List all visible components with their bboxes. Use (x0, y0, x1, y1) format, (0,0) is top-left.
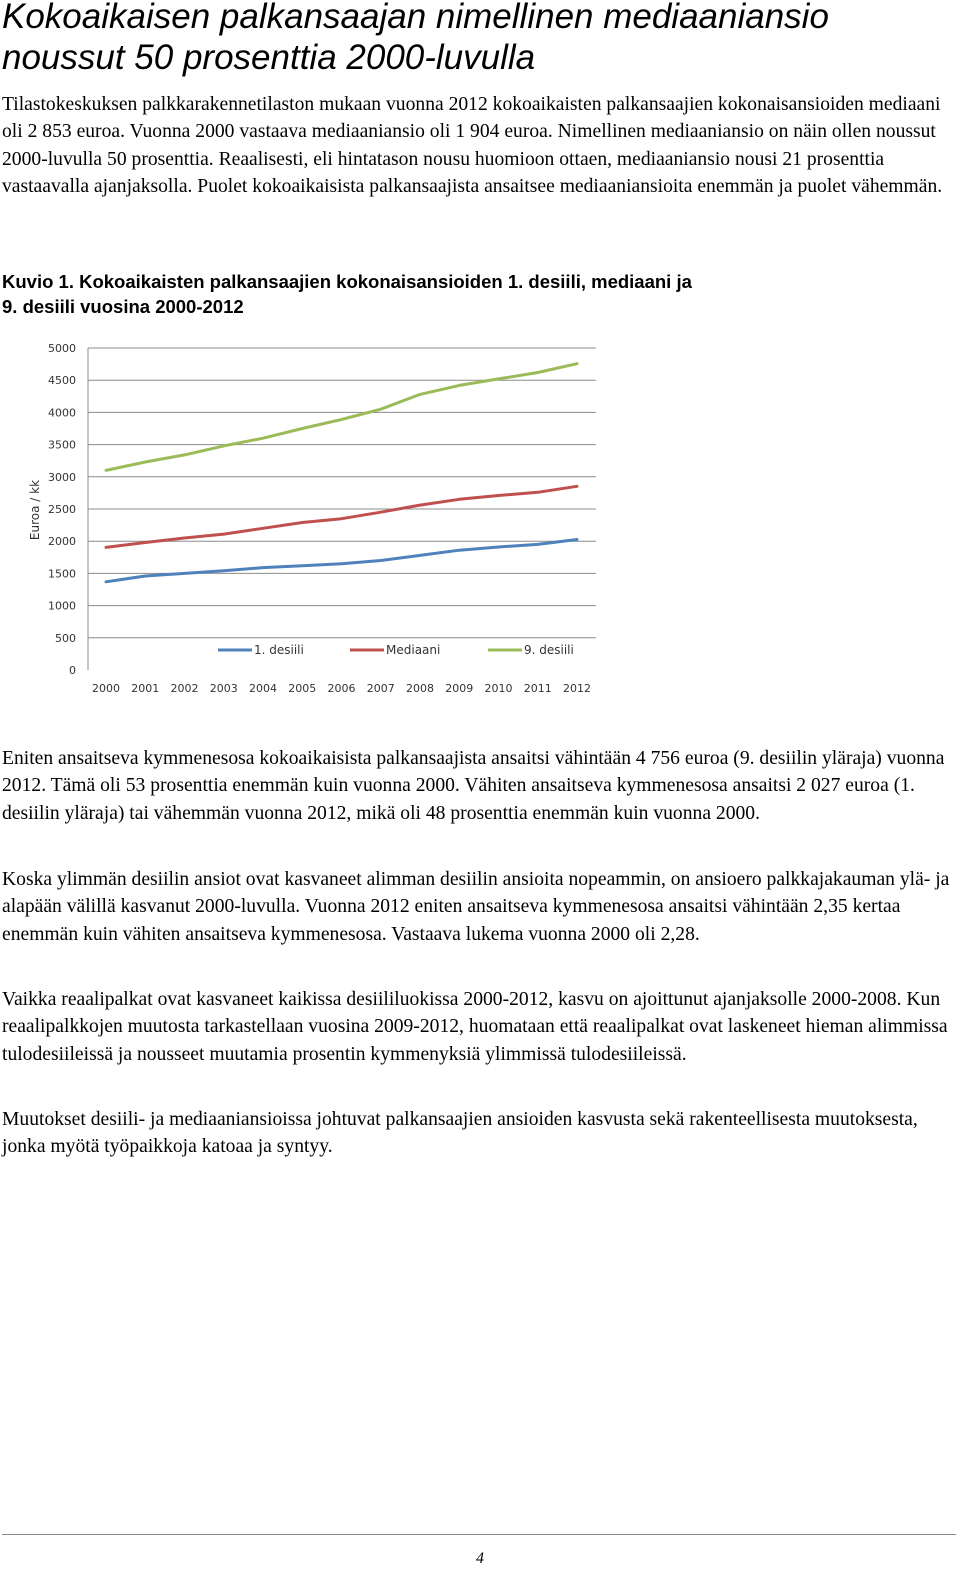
x-tick-label: 2006 (327, 682, 356, 695)
y-tick-label: 2000 (48, 535, 76, 549)
x-tick-label: 2002 (170, 682, 199, 695)
body-paragraph: Koska ylimmän desiilin ansiot ovat kasvaneet alimman desiilin ansioita nopeammin, on ansioero palkkajakauman ylä- ja alapään välillä kasvanut 2000-luvulla. Vuonna 2012 eniten ansaitseva kymmenesosa ansaitsi vähintään 2,35 kertaa enemmän kuin vähiten ansaitseva kymmenesosa. Vastaava lukema vuonna 2000 oli 2,28. (2, 869, 950, 945)
y-tick-label: 3000 (48, 470, 76, 484)
y-tick-label: 1000 (48, 599, 76, 613)
body-paragraph: Eniten ansaitseva kymmenesosa kokoaikaisista palkansaajista ansaitsi vähintään 4 756 euroa (9. desiilin yläraja) vuonna 2012. Tämä oli 53 prosenttia enemmän kuin vuonna 2000. Vähiten ansaitseva kymmenesosa ansaitsi 2 027 euroa (1. desiilin yläraja) tai vähemmän vuonna 2012, mikä oli 48 prosenttia enemmän kuin vuonna 2000. (2, 748, 945, 824)
chart-series (106, 364, 577, 582)
y-tick-label: 1500 (48, 567, 76, 581)
x-tick-label: 2004 (249, 682, 277, 695)
page-number: 4 (476, 1550, 484, 1567)
chart-legend (218, 643, 574, 657)
x-tick-label: 2003 (209, 682, 238, 695)
series-line (106, 540, 577, 582)
footer-divider (2, 1534, 956, 1535)
x-tick-label: 2012 (563, 682, 591, 695)
y-tick-label: 500 (55, 631, 76, 645)
x-tick-label: 2008 (406, 682, 434, 695)
body-paragraph: Vaikka reaalipalkat ovat kasvaneet kaikissa desiililuokissa 2000-2012, kasvu on ajoittunut ajanjaksolle 2000-2008. Kun reaalipalkkojen muutosta tarkastellaan vuosina 2009-2012, huomataan että reaalipalkat ovat laskeneet hieman alimmissa tulodesiileissä ja nousseet muutamia prosentin kymmenyksiä ylimmissä tulodesiileissä. (2, 989, 948, 1065)
line-chart (20, 330, 610, 705)
x-tick-label: 2001 (131, 682, 160, 695)
legend-label: 9. desiili (524, 643, 574, 657)
legend-label: Mediaani (386, 643, 441, 657)
figure-caption: Kuvio 1. Kokoaikaisten palkansaajien kokonaisansioiden 1. desiili, mediaani ja 9. desiili vuosina 2000-2012 (2, 271, 692, 317)
y-tick-label: 0 (69, 664, 76, 677)
y-tick-label: 5000 (48, 342, 76, 355)
y-tick-label: 2500 (48, 503, 76, 516)
x-tick-label: 2011 (523, 682, 552, 695)
legend-label: 1. desiili (254, 643, 304, 657)
chart-axes (28, 342, 591, 695)
series-line (106, 486, 577, 547)
y-tick-label: 4500 (48, 374, 76, 388)
x-tick-label: 2009 (445, 682, 474, 695)
body-paragraph: Muutokset desiili- ja mediaaniansioissa johtuvat palkansaajien ansioiden kasvusta sekä rakenteellisesta muutoksesta, jonka myötä työpaikkoja katoaa ja syntyy. (2, 1109, 918, 1158)
x-tick-label: 2000 (92, 682, 120, 695)
x-tick-label: 2010 (484, 682, 513, 695)
y-tick-label: 4000 (48, 406, 76, 420)
page-title: Kokoaikaisen palkansaajan nimellinen mediaaniansio noussut 50 prosenttia 2000-luvulla (2, 0, 829, 77)
intro-paragraph: Tilastokeskuksen palkkarakennetilaston mukaan vuonna 2012 kokoaikaisten palkansaajien kokonaisansioiden mediaani oli 2 853 euroa. Vuonna 2000 vastaava mediaaniansio oli 1 904 euroa. Nimellinen mediaaniansio on näin ollen noussut 2000-luvulla 50 prosenttia. Reaalisesti, eli hintatason nousu huomioon ottaen, mediaaniansio nousi 21 prosenttia vastaavalla ajanjaksolla. Puolet kokoaikaisista palkansaajista ansaitsee mediaaniansioita enemmän ja puolet vähemmän. (2, 94, 943, 198)
y-tick-label: 3500 (48, 438, 76, 452)
y-axis-title: Euroa / kk (28, 479, 42, 541)
x-tick-label: 2007 (366, 682, 395, 695)
x-tick-label: 2005 (288, 682, 317, 695)
